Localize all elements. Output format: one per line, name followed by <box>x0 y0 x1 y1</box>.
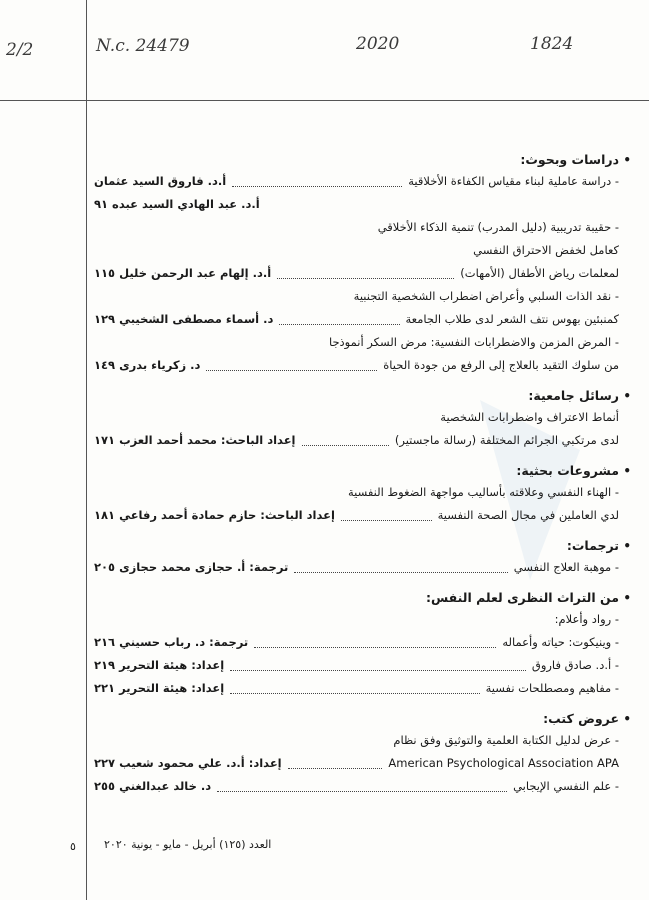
dot-leader <box>277 277 454 279</box>
entry-page-number: ١٨١ <box>94 508 116 522</box>
toc-entry <box>94 354 619 377</box>
section-heading <box>94 150 631 170</box>
entry-title: - نقد الذات السلبي وأعراض اضطراب الشخصية التجنبية <box>353 289 619 303</box>
section-heading <box>94 386 631 406</box>
bullet-icon: • <box>623 539 631 553</box>
toc-entry <box>94 308 619 331</box>
entry-author: أ.د. فاروق السيد عثمان <box>94 174 227 188</box>
dot-leader <box>279 323 399 325</box>
entry-page-number: ١٢٩ <box>94 312 116 326</box>
entry-page-number: ١٧١ <box>94 433 116 447</box>
section-theses <box>94 386 631 452</box>
section-reviews <box>94 709 631 798</box>
entry-title: من سلوك التقيد بالعلاج إلى الرفع من جودة الحياة <box>383 358 619 372</box>
bullet-icon: • <box>623 153 631 167</box>
bullet-icon: • <box>623 389 631 403</box>
entry-author: أ.د. عبد الهادي السيد عبده <box>112 197 260 211</box>
entry-page-number: ٢١٦ <box>94 635 116 649</box>
toc-entry <box>94 556 619 579</box>
entry-author: ترجمة: د. رباب حسيني <box>119 635 249 649</box>
bullet-icon: • <box>623 712 631 726</box>
entry-author: د. خالد عبدالغني <box>119 779 212 793</box>
entry-title: - عرض لدليل الكتابة العلمية والتوثيق وفق نظام <box>393 733 619 747</box>
section-heritage <box>94 588 631 700</box>
dot-leader <box>206 369 377 371</box>
page-number: ٥ <box>70 840 76 853</box>
entry-page-number: ٢٢٧ <box>94 756 116 770</box>
entry-author: إعداد الباحث: محمد أحمد العزب <box>119 433 296 447</box>
entry-author: أ.د. إلهام عبد الرحمن خليل <box>119 266 272 280</box>
toc-entry <box>94 193 619 216</box>
toc-entry <box>94 262 619 285</box>
entry-page-number: ٢١٩ <box>94 658 116 672</box>
toc-entry <box>94 775 619 798</box>
section-heading <box>94 588 631 608</box>
entry-page-number: ٢٢١ <box>94 681 116 695</box>
toc-entry <box>94 406 619 429</box>
entry-title: - مفاهيم ومصطلحات نفسية <box>485 681 619 695</box>
horizontal-rule <box>0 100 649 101</box>
entry-title: - وينيكوت: حياته وأعماله <box>502 635 619 649</box>
toc-entry <box>94 481 619 504</box>
entry-author: د. زكرياء بدرى <box>119 358 201 372</box>
handwritten-fraction: 2/2 <box>6 40 34 60</box>
toc-entry <box>94 631 619 654</box>
entry-author: إعداد الباحث: حازم حمادة أحمد رفاعي <box>119 508 335 522</box>
toc-entry <box>94 170 619 193</box>
section-heading-text: رسائل جامعية: <box>528 388 619 403</box>
entry-page-number: ٢٠٥ <box>94 560 116 574</box>
entry-author: ترجمة: أ. حجازى محمد حجازى <box>119 560 289 574</box>
dot-leader <box>232 185 402 187</box>
section-heading-text: عروض كتب: <box>543 711 619 726</box>
entry-page-number: ١٤٩ <box>94 358 116 372</box>
section-heading <box>94 461 631 481</box>
section-heading-text: ترجمات: <box>566 538 619 553</box>
entry-title: - رواد وأعلام: <box>554 612 619 626</box>
section-heading-text: من التراث النظرى لعلم النفس: <box>426 590 619 605</box>
entry-title: - الهناء النفسي وعلاقته بأساليب مواجهة الضغوط النفسية <box>347 485 619 499</box>
entry-title: لمعلمات رياض الأطفال (الأمهات) <box>460 266 619 280</box>
dot-leader <box>254 646 496 648</box>
entry-title: كمنبئين بهوس نتف الشعر لدى طلاب الجامعة <box>405 312 619 326</box>
toc-entry <box>94 677 619 700</box>
toc-entry <box>94 429 619 452</box>
dot-leader <box>341 519 432 521</box>
toc-entry <box>94 216 619 239</box>
section-heading <box>94 536 631 556</box>
bullet-icon: • <box>623 464 631 478</box>
toc-entry <box>94 752 619 775</box>
dot-leader <box>230 669 526 671</box>
entry-title: أنماط الاعتراف واضطرابات الشخصية <box>440 410 619 424</box>
toc-entry <box>94 504 619 527</box>
toc-entry <box>94 285 619 308</box>
section-heading-text: مشروعات بحثية: <box>516 463 619 478</box>
entry-title: - أ.د. صادق فاروق <box>531 658 619 672</box>
toc-entry <box>94 608 619 631</box>
entry-author: إعداد: هيئة التحرير <box>119 681 225 695</box>
entry-page-number: ٢٥٥ <box>94 779 116 793</box>
section-heading <box>94 709 631 729</box>
entry-title: لدي العاملين في مجال الصحة النفسية <box>437 508 619 522</box>
entry-title: - حقيبة تدريبية (دليل المدرب) تنمية الذكاء الأخلاقي <box>377 220 619 234</box>
dot-leader <box>302 444 389 446</box>
section-research <box>94 461 631 527</box>
toc-entry <box>94 239 619 262</box>
handwritten-year: 1824 <box>530 34 574 54</box>
section-studies <box>94 150 631 377</box>
entry-title: لدى مرتكبي الجرائم المختلفة (رسالة ماجستير) <box>394 433 619 447</box>
dot-leader <box>294 571 507 573</box>
handwritten-code: 2020 <box>356 34 400 54</box>
entry-title: - علم النفسي الإيجابي <box>513 779 619 793</box>
footer-issue: العدد (١٢٥) أبريل - مايو - يونية ٢٠٢٠ <box>104 838 272 851</box>
handwritten-number: N.c. 24479 <box>96 36 190 56</box>
entry-page-number: ٩١ <box>94 197 109 211</box>
section-heading-text: دراسات وبحوث: <box>520 152 619 167</box>
table-of-contents <box>94 150 631 807</box>
entry-author: د. أسماء مصطفى الشخيبي <box>119 312 274 326</box>
toc-entry <box>94 331 619 354</box>
entry-title: كعامل لخفض الاحتراق النفسي <box>473 243 619 257</box>
bullet-icon: • <box>623 591 631 605</box>
dot-leader <box>230 692 479 694</box>
toc-entry <box>94 654 619 677</box>
entry-page-number: ١١٥ <box>94 266 116 280</box>
dot-leader <box>217 790 507 792</box>
toc-entry <box>94 729 619 752</box>
entry-title: American Psychological Association APA <box>388 756 619 770</box>
entry-title: - موهبة العلاج النفسي <box>513 560 619 574</box>
section-translations <box>94 536 631 579</box>
entry-author: إعداد: هيئة التحرير <box>119 658 225 672</box>
vertical-rule <box>86 0 87 900</box>
entry-author: إعداد: أ.د. علي محمود شعيب <box>119 756 282 770</box>
dot-leader <box>288 767 383 769</box>
entry-title: - دراسة عاملية لبناء مقياس الكفاءة الأخلاقية <box>408 174 619 188</box>
entry-title: - المرض المزمن والاضطرابات النفسية: مرض السكر أنموذجا <box>328 335 619 349</box>
